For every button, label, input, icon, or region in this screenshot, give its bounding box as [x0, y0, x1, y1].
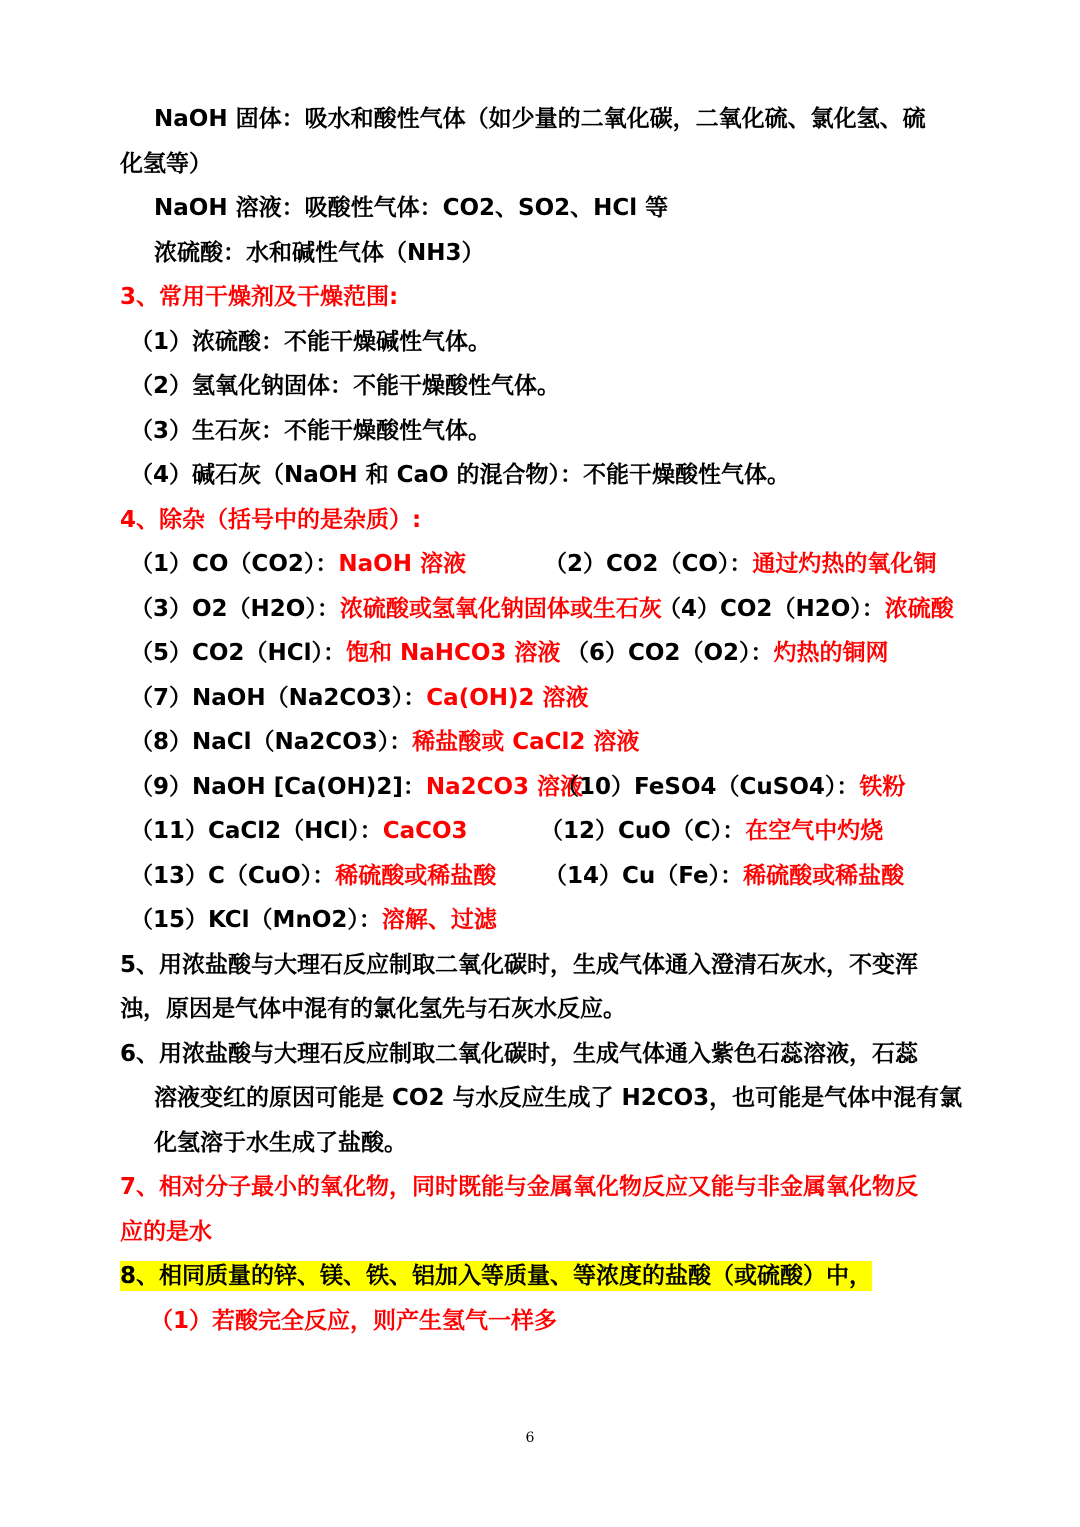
- impurity-item-3: [130, 594, 662, 624]
- impurity-label: （5）CO2（HCl）：: [130, 640, 346, 666]
- impurity-item-8: [130, 727, 639, 757]
- impurity-answer: Na2CO3 溶液: [425, 774, 584, 800]
- impurity-label: （15）KCl（MnO2）：: [130, 907, 382, 933]
- section8-line1: 8、相同质量的锌、镁、铁、铝加入等质量、等浓度的盐酸（或硫酸）中，: [120, 1263, 873, 1289]
- impurity-label: （1）CO（CO2）：: [130, 551, 339, 577]
- impurity-answer: 饱和 NaHCO3 溶液: [345, 640, 561, 666]
- section8-item1: （1）若酸完全反应，则产生氢气一样多: [150, 1308, 558, 1334]
- impurity-answer: 灼热的铜网: [773, 640, 889, 666]
- impurity-item-12: [540, 816, 883, 846]
- impurity-item-7: [130, 683, 589, 713]
- section7-line2: 应的是水: [120, 1219, 212, 1245]
- section6-line2: 溶液变红的原因可能是 CO2 与水反应生成了 H2CO3，也可能是气体中混有氯: [154, 1085, 963, 1111]
- impurity-answer: 浓硫酸: [884, 596, 954, 622]
- naoh-solution-line: NaOH 溶液：吸酸性气体：CO2、SO2、HCl 等: [154, 195, 669, 221]
- impurity-answer: Ca(OH)2 溶液: [426, 685, 589, 711]
- impurity-answer: 通过灼热的氧化铜: [752, 551, 937, 577]
- section5-line1: 5、用浓盐酸与大理石反应制取二氧化碳时，生成气体通入澄清石灰水，不变浑: [120, 952, 919, 978]
- impurity-item-11: [130, 816, 468, 846]
- impurity-label: （10）FeSO4（CuSO4）：: [556, 774, 860, 800]
- impurity-label: （14）Cu（Fe）：: [544, 863, 744, 889]
- impurity-item-1: [130, 549, 466, 579]
- section5-line2: 浊，原因是气体中混有的氯化氢先与石灰水反应。: [120, 996, 626, 1022]
- section3-item-1: （1）浓硫酸：不能干燥碱性气体。: [130, 329, 492, 355]
- impurity-answer: CaCO3: [382, 818, 468, 844]
- impurity-label: （9）NaOH [Ca(OH)2]：: [130, 774, 426, 800]
- conc-h2so4-line: 浓硫酸：水和碱性气体（NH3）: [154, 240, 485, 266]
- impurity-label: （4）CO2（H2O）：: [658, 596, 885, 622]
- impurity-label: （12）CuO（C）：: [540, 818, 746, 844]
- impurity-item-13: [130, 861, 496, 891]
- impurity-answer: 稀硫酸或稀盐酸: [743, 863, 905, 889]
- impurity-answer: 稀盐酸或 CaCl2 溶液: [412, 729, 640, 755]
- impurity-answer: 稀硫酸或稀盐酸: [335, 863, 497, 889]
- impurity-answer: NaOH 溶液: [338, 551, 466, 577]
- impurity-answer: 铁粉: [859, 774, 906, 800]
- impurity-label: （7）NaOH（Na2CO3）：: [130, 685, 427, 711]
- impurity-item-4: [658, 594, 954, 624]
- page-number: 6: [525, 1430, 535, 1446]
- section7-line1: 7、相对分子最小的氧化物，同时既能与金属氧化物反应又能与非金属氧化物反: [120, 1174, 919, 1200]
- impurity-label: （3）O2（H2O）：: [130, 596, 340, 622]
- section3-item-3: （3）生石灰：不能干燥酸性气体。: [130, 418, 492, 444]
- naoh-solid-line1: NaOH 固体：吸水和酸性气体（如少量的二氧化碳，二氧化硫、氯化氢、硫: [154, 106, 926, 132]
- impurity-label: （8）NaCl（Na2CO3）：: [130, 729, 413, 755]
- naoh-solid-line2: 化氢等）: [120, 151, 212, 177]
- impurity-label: （11）CaCl2（HCl）：: [130, 818, 383, 844]
- impurity-label: （2）CO2（CO）：: [544, 551, 753, 577]
- impurity-item-5: [130, 638, 560, 668]
- section4-heading: 4、除杂（括号中的是杂质）:: [120, 507, 422, 533]
- section3-item-4: （4）碱石灰（NaOH 和 CaO 的混合物）：不能干燥酸性气体。: [130, 462, 791, 488]
- impurity-item-10: [556, 772, 905, 802]
- impurity-answer: 浓硫酸或氢氧化钠固体或生石灰: [339, 596, 662, 622]
- impurity-item-9: [130, 772, 583, 802]
- impurity-item-15: [130, 905, 497, 935]
- impurity-answer: 溶解、过滤: [381, 907, 497, 933]
- impurity-item-6: [566, 638, 889, 668]
- impurity-item-14: [544, 861, 904, 891]
- section3-item-2: （2）氢氧化钠固体：不能干燥酸性气体。: [130, 373, 561, 399]
- impurity-label: （6）CO2（O2）：: [566, 640, 774, 666]
- impurity-item-2: [544, 549, 936, 579]
- impurity-label: （13）C（CuO）：: [130, 863, 336, 889]
- section6-line3: 化氢溶于水生成了盐酸。: [154, 1130, 407, 1156]
- section6-line1: 6、用浓盐酸与大理石反应制取二氧化碳时，生成气体通入紫色石蕊溶液，石蕊: [120, 1041, 919, 1067]
- section3-heading: 3、常用干燥剂及干燥范围:: [120, 284, 399, 310]
- impurity-answer: 在空气中灼烧: [745, 818, 884, 844]
